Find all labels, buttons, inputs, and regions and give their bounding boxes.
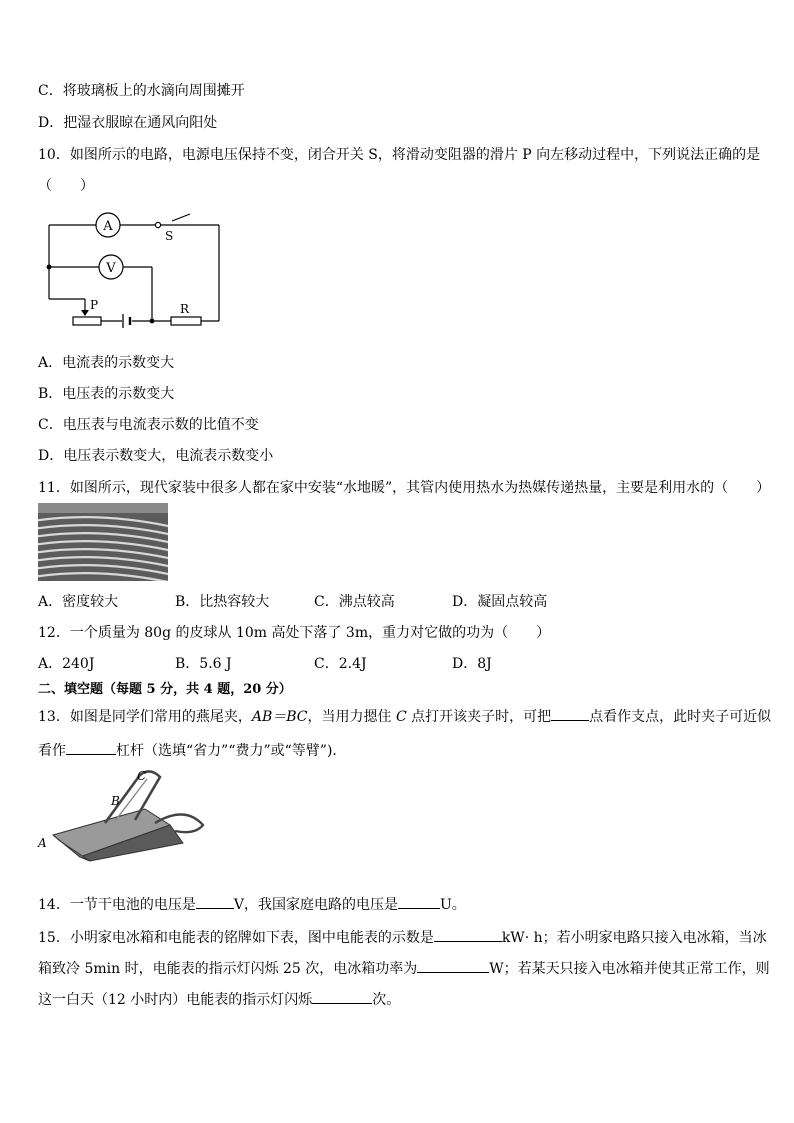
q13-text: 点打开该夹子时，可把 [406,709,552,725]
voltmeter-label: V [106,261,116,276]
q12-option-a: A．240J [38,656,95,672]
q11-stem: 11．如图所示，现代家装中很多人都在家中安装“水地暖”，其管内使用热水为热媒传递热量，主要是利用水的（ ） [38,480,771,496]
q10-paren: （ ） [38,178,94,194]
q10-stem: 10．如图所示的电路，电源电压保持不变，闭合开关 S，将滑动变阻器的滑片 P 向左移动过程中，下列说法正确的是 [38,147,761,163]
q14-blank-2[interactable] [398,894,440,909]
q10-option-c: C．电压表与电流表示数的比值不变 [38,417,259,433]
binder-clip-photo [35,765,215,865]
q13-text: 点看作支点，此时夹子可近似 [589,709,772,725]
q15-text: 次。 [372,992,401,1008]
q15-text: 这一白天（12 小时内）电能表的指示灯闪烁 [38,992,313,1008]
q10-option-a: A．电流表的示数变大 [38,355,175,371]
q15-blank-2[interactable] [417,958,489,973]
q14-text: 14．一节干电池的电压是 [38,897,196,913]
clip-label-a: A [38,836,47,850]
q13-line1 [38,706,771,726]
q9-option-c: C．将玻璃板上的水滴向周围摊开 [38,83,245,99]
q15-text: 箱致冷 5min 时，电能表的指示灯闪烁 25 次，电冰箱功率为 [38,961,418,977]
resistor-label: R [180,302,190,316]
section-heading: 二、填空题（每题 5 分，共 4 题，20 分） [38,682,292,697]
q12-option-c: C．2.4J [314,656,367,672]
q10-option-b: B．电压表的示数变大 [38,386,175,402]
q9-option-d: D．把湿衣服晾在通风向阳处 [38,115,218,131]
q13-text: 13．如图是同学们常用的燕尾夹， [38,709,252,725]
q13-ab-bc: AB＝BC [251,709,308,725]
q13-text: ，当用力摁住 [307,709,396,725]
q13-point-c: C [395,709,407,725]
q12-option-d: D．8J [452,656,492,672]
q11-option-b: B．比热容较大 [175,594,270,610]
q12-option-b: B．5.6 J [175,656,232,672]
q15-line3 [38,989,400,1009]
q13-line2 [38,740,346,760]
q15-line1 [38,927,767,947]
slider-label: P [90,298,99,312]
q15-text: kW· h；若小明家电路只接入电冰箱，当冰 [501,930,767,946]
q13-text: 杠杆（选填“省力”“费力”或“等臂”)． [116,743,347,759]
floor-heating-photo [38,503,168,581]
q14-text: U。 [439,897,466,913]
q10-circuit-diagram [38,205,228,335]
q11-option-c: C．沸点较高 [314,594,395,610]
q12-stem: 12．一个质量为 80g 的皮球从 10m 高处下落了 3m，重力对它做的功为（ ） [38,625,551,641]
q11-option-d: D．凝固点较高 [452,594,548,610]
q15-line2 [38,958,770,978]
q13-text: 看作 [38,743,66,759]
clip-label-b: B [111,794,120,808]
q15-text: W；若某天只接入电冰箱并使其正常工作，则 [489,961,770,977]
q11-option-a: A．密度较大 [38,594,119,610]
q15-blank-3[interactable] [312,989,372,1004]
clip-label-c: C [137,769,147,783]
q13-blank-1[interactable] [551,706,589,721]
q14-line [38,894,466,914]
q10-option-d: D．电压表示数变大，电流表示数变小 [38,448,274,464]
switch-label: S [165,229,174,243]
q15-blank-1[interactable] [434,927,502,942]
q13-blank-2[interactable] [66,740,116,755]
ammeter-label: A [103,219,113,234]
q14-blank-1[interactable] [196,894,234,909]
q15-text: 15．小明家电冰箱和电能表的铭牌如下表，图中电能表的示数是 [38,930,434,946]
q14-text: V，我国家庭电路的电压是 [233,897,398,913]
